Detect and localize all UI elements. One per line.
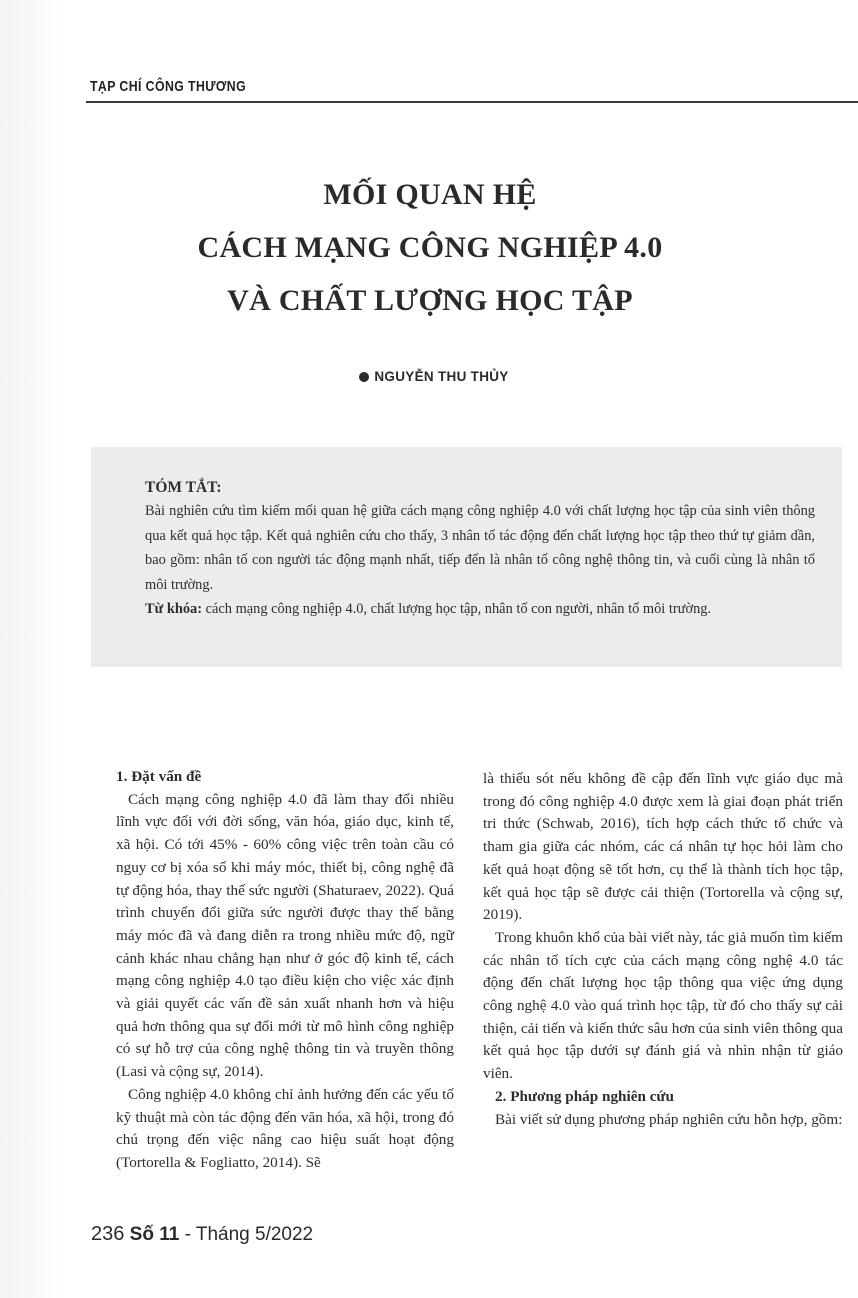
abstract-heading: TÓM TẮT: (145, 479, 222, 496)
left-paragraph-1: Cách mạng công nghiệp 4.0 đã làm thay đổi nhiều lĩnh vực đối với đời sống, văn hóa, giáo dục, kinh tế, xã hội. Có tới 45% - 60% công việc trên toàn cầu có nguy cơ bị xóa sổ khi máy móc, thiết bị, công nghệ đã tự động hóa, thay thế sức người (Shaturaev, 2022). Quá trình chuyển đổi giữa sức người được thay thế bằng máy móc đã và đang diễn ra trong nhiều mức độ, ngữ cảnh khác nhau chẳng hạn như ở góc độ kinh tế, cách mạng công nghiệp 4.0 tạo điều kiện cho việc xác định và giải quyết các vấn đề sản xuất nhanh hơn và hiệu quả hơn thông qua sự đổi mới từ mô hình công nghiệp có sự hỗ trợ của công nghệ thông tin và truyền thông (Lasi và cộng sự, 2014). (116, 790, 454, 1081)
right-paragraph-3: Bài viết sử dụng phương pháp nghiên cứu hỗn hợp, gồm: (495, 1110, 843, 1128)
right-paragraph-2: Trong khuôn khổ của bài viết này, tác giả muốn tìm kiếm các nhân tố tích cực của cách mạng công nghệ 4.0 tác động đến chất lượng học tập thông qua việc ứng dụng công nghệ 4.0 vào quá trình học tập, từ đó cho thấy sự cải thiện, cải tiến và kiến thức sâu hơn của sinh viên thông qua kết quả học tập dưới sự đánh giá và nhìn nhận từ giáo viên. (483, 928, 843, 1083)
abstract-body-text: Bài nghiên cứu tìm kiếm mối quan hệ giữa cách mạng công nghiệp 4.0 với chất lượng học tập của sinh viên thông qua kết quả học tập. Kết quả nghiên cứu cho thấy, 3 nhân tố tác động đến chất lượng học tập theo thứ tự giảm dần, bao gồm: nhân tố con người tác động mạnh nhất, tiếp đến là nhân tố công nghệ thông tin, và cuối cùng là nhân tố môi trường. (145, 503, 815, 593)
author-name: NGUYỄN THU THỦY (374, 369, 509, 384)
keywords-text: cách mạng công nghiệp 4.0, chất lượng học tập, nhân tố con người, nhân tố môi trường. (205, 601, 712, 617)
page-edge-shade (0, 0, 62, 1298)
abstract-body (145, 499, 815, 597)
title-line-3: VÀ CHẤT LƯỢNG HỌC TẬP (227, 284, 633, 317)
abstract-box (91, 447, 842, 667)
abstract-keywords (145, 597, 815, 622)
article-title (90, 168, 770, 327)
header-rule (86, 101, 858, 103)
title-line-1: MỐI QUAN HỆ (323, 178, 537, 211)
page-number: 236 (91, 1223, 125, 1245)
abstract-content (145, 477, 815, 622)
bullet-icon (359, 372, 369, 382)
section-heading-2: 2. Phương pháp nghiên cứu (495, 1087, 674, 1105)
author-line (0, 369, 858, 384)
issue-number: Số 11 (129, 1224, 180, 1245)
page-footer (91, 1223, 313, 1246)
left-paragraph-2: Công nghiệp 4.0 không chỉ ảnh hưởng đến các yếu tố kỹ thuật mà còn tác động đến văn hóa, xã hội, trong đó chú trọng đến việc nâng cao hiệu suất hoạt động (Tortorella & Fogliatto, 2014). Sẽ (116, 1085, 454, 1171)
title-line-2: CÁCH MẠNG CÔNG NGHIỆP 4.0 (197, 231, 663, 264)
keywords-label: Từ khóa: (145, 601, 203, 617)
issue-date: Tháng 5/2022 (195, 1224, 314, 1245)
journal-name: TẠP CHÍ CÔNG THƯƠNG (90, 78, 247, 95)
section-heading-1: 1. Đặt vấn đề (116, 768, 202, 785)
right-paragraph-1: là thiếu sót nếu không đề cập đến lĩnh vực giáo dục mà trong đó công nghiệp 4.0 được xem là giai đoạn phát triển tri thức (Schwab, 2016), tích hợp cách thức tổ chức và tham gia giữa các nhóm, các cá nhân tự học hỏi làm cho kết quả hoạt động sẽ tốt hơn, cụ thể là thành tích học tập, kết quả học tập sẽ được cải thiện (Tortorella và cộng sự, 2019). (483, 770, 843, 924)
left-column (116, 766, 454, 1175)
footer-separator: - (179, 1224, 196, 1245)
right-column (483, 768, 843, 1131)
